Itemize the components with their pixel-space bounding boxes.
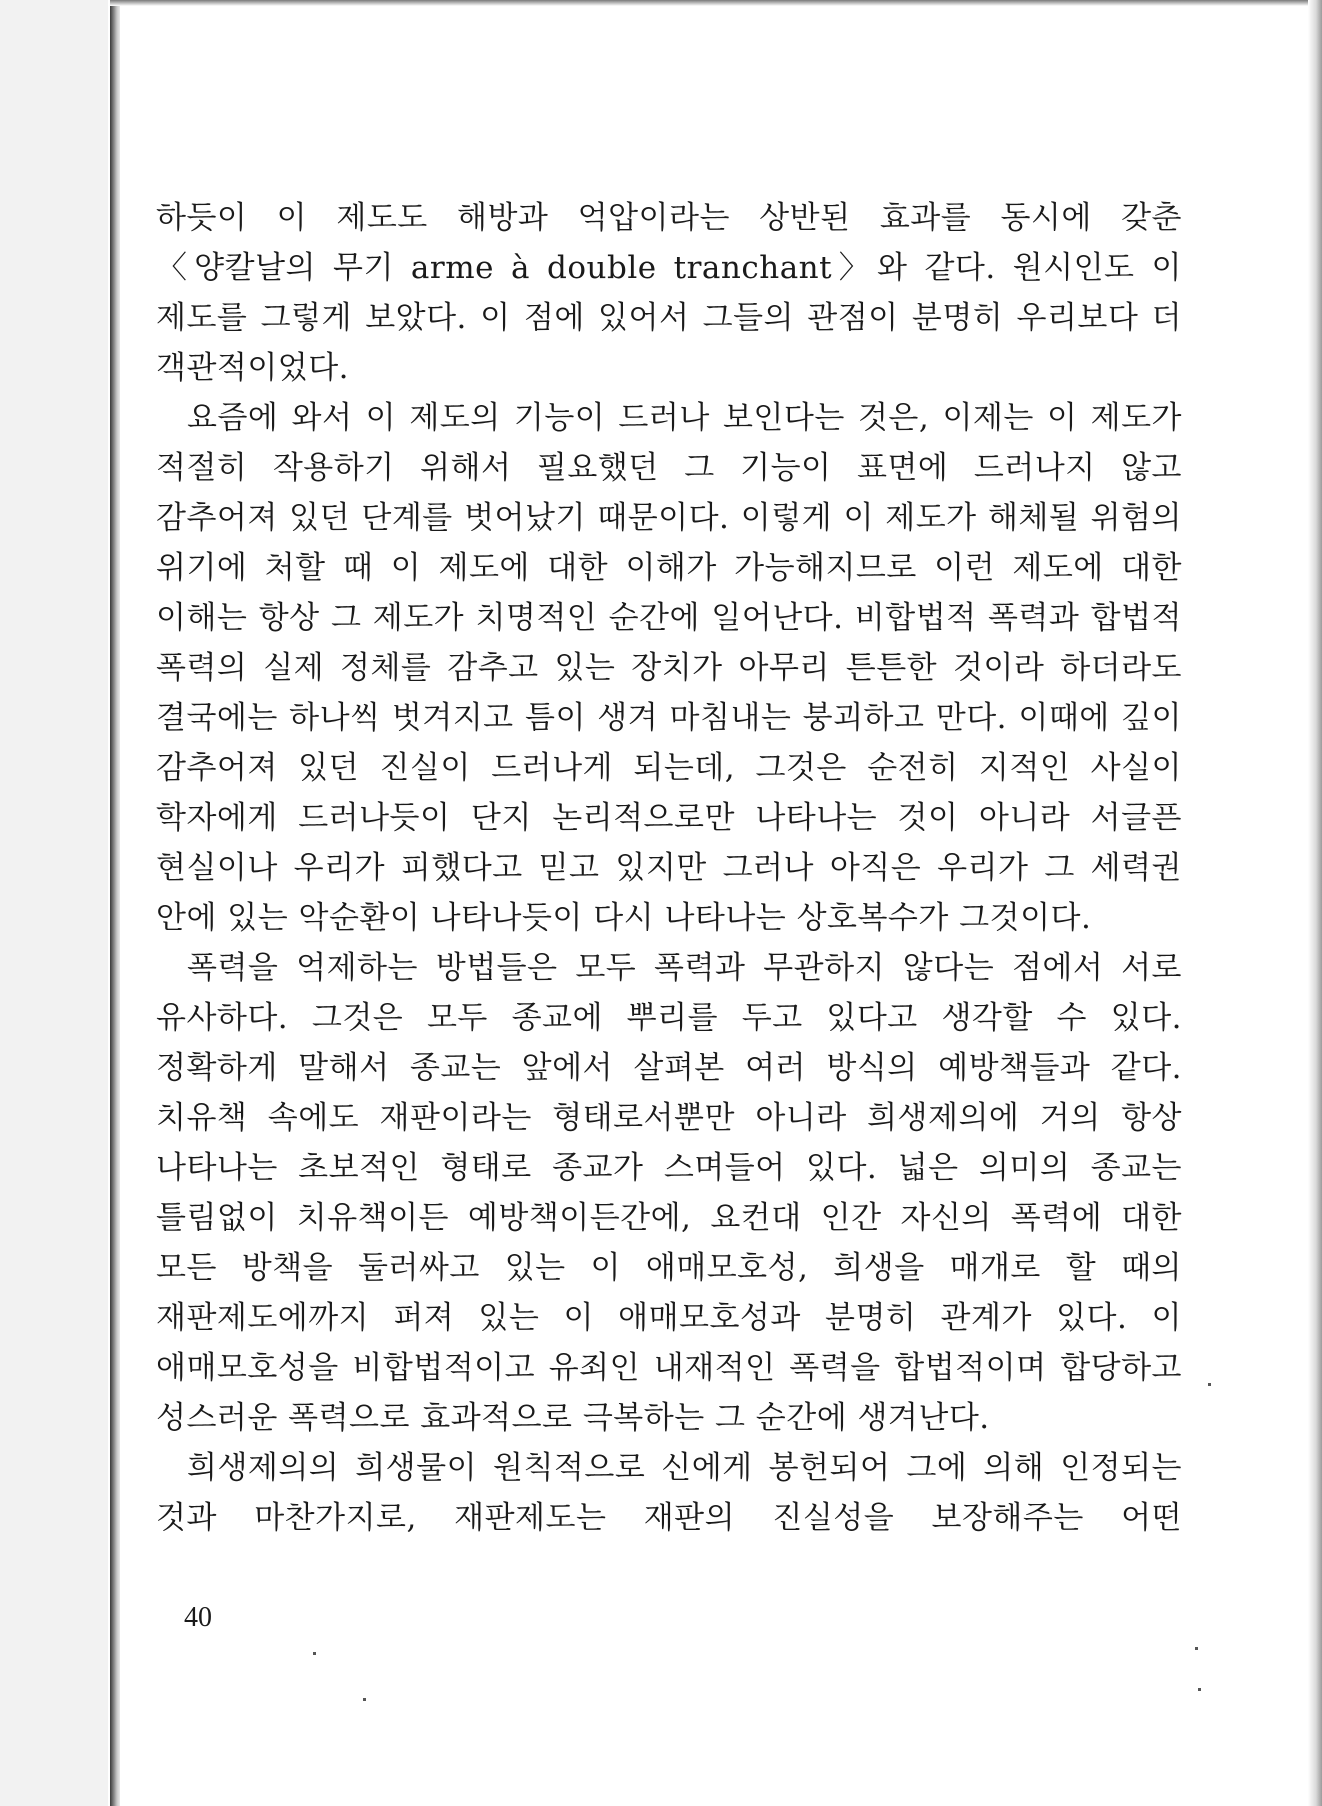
paragraph-3: 폭력을 억제하는 방법들은 모두 폭력과 무관하지 않다는 점에서 서로 유사하다. 그것은 모두 종교에 뿌리를 두고 있다고 생각할 수 있다. 정확하게 말해서 종교는 앞에서 살펴본 여러 방식의 예방책들과 같다. 치유책 속에도 재판이라는 형태로서뿐만 아니라 희생제의에 거의 항상 나타나는 초보적인 형태로 종교가 스며들어 있다. 넓은 의미의 종교는 틀림없이 치유책이든 예방책이든간에, 요컨대 인간 자신의 폭력에 대한 모든 방책을 둘러싸고 있는 이 애매모호성, 희생을 매개로 할 때의 재판제도에까지 퍼져 있는 이 애매모호성과 분명히 관계가 있다. 이 애매모호성을 비합법적이고 유죄인 내재적인 폭력을 합법적이며 합당하고 성스러운 폭력으로 효과적으로 극복하는 그 순간에 생겨난다.: [156, 950, 1182, 1436]
scan-speck: [1195, 1647, 1198, 1650]
scan-speck: [1198, 1688, 1201, 1691]
scan-speck: [1208, 1383, 1211, 1386]
book-spine-shadow: [110, 0, 120, 1806]
paragraph-4: 희생제의의 희생물이 원칙적으로 신에게 봉헌되어 그에 의해 인정되는 것과 마찬가지로, 재판제도는 재판의 진실성을 보장해주는 어떤: [156, 1450, 1182, 1536]
page-number: 40: [184, 1602, 212, 1633]
page-top-edge: [110, 0, 1322, 6]
paragraph-2: 요즘에 와서 이 제도의 기능이 드러나 보인다는 것은, 이제는 이 제도가 적절히 작용하기 위해서 필요했던 그 기능이 표면에 드러나지 않고 감추어져 있던 단계를 벗어났기 때문이다. 이렇게 이 제도가 해체될 위험의 위기에 처할 때 이 제도에 대한 이해가 가능해지므로 이런 제도에 대한 이해는 항상 그 제도가 치명적인 순간에 일어난다. 비합법적 폭력과 합법적 폭력의 실제 정체를 감추고 있는 장치가 아무리 튼튼한 것이라 하더라도 결국에는 하나씩 벗겨지고 틈이 생겨 마침내는 붕괴하고 만다. 이때에 깊이 감추어져 있던 진실이 드러나게 되는데, 그것은 순전히 지적인 사실이 학자에게 드러나듯이 단지 논리적으로만 나타나는 것이 아니라 서글픈 현실이나 우리가 피했다고 믿고 있지만 그러나 아직은 우리가 그 세력권 안에 있는 악순환이 나타나듯이 다시 나타나는 상호복수가 그것이다.: [156, 400, 1182, 936]
paragraph-1: 하듯이 이 제도도 해방과 억압이라는 상반된 효과를 동시에 갖춘 〈양칼날의 무기 arme à double tranchant〉와 같다. 원시인도 이 제도를 그렇게 보았다. 이 점에 있어서 그들의 관점이 분명히 우리보다 더 객관적이었다.: [156, 200, 1182, 386]
body-text: [156, 193, 1182, 1543]
scan-speck: [313, 1652, 316, 1655]
page-right-edge: [1308, 0, 1322, 1806]
scan-speck: [363, 1698, 366, 1701]
